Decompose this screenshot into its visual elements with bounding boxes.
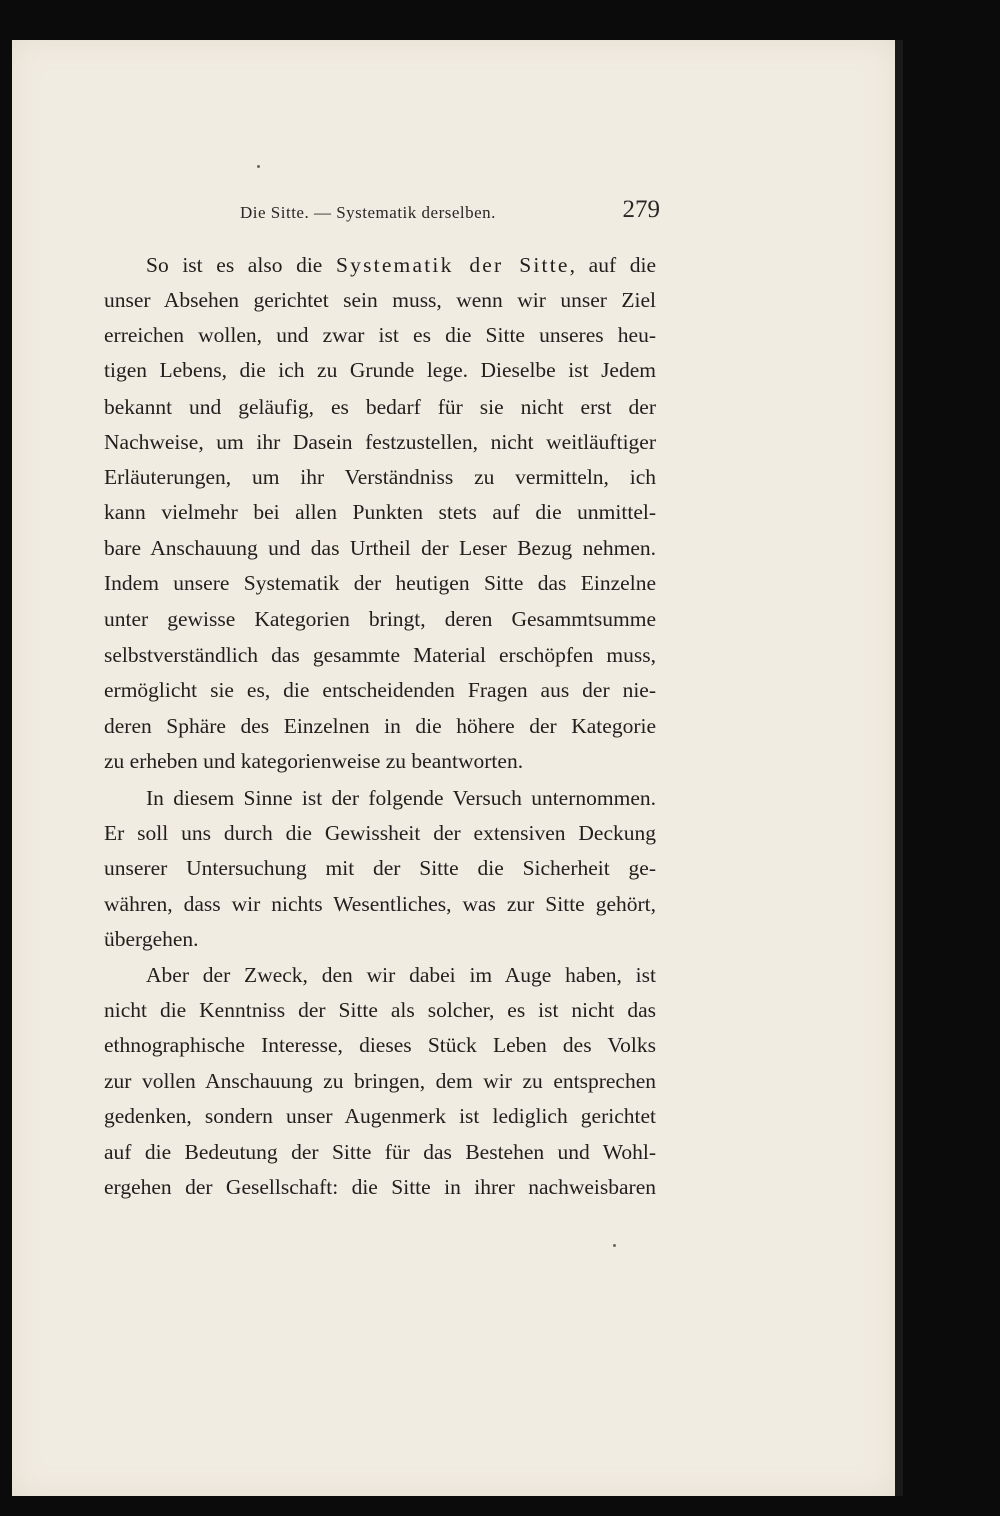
page-edge-shadow: [895, 40, 903, 1496]
paper-speck: [613, 1244, 616, 1247]
running-head: [240, 196, 660, 230]
running-head-title: Die Sitte. — Systematik derselben.: [240, 203, 496, 222]
text-line: nicht die Kenntniss der Sitte als solcher, es ist nicht das: [104, 998, 656, 1022]
text-line: tigen Lebens, die ich zu Grunde lege. Dieselbe ist Jedem: [104, 358, 656, 382]
paper-speck: [257, 165, 260, 168]
text-line: unser Absehen gerichtet sein muss, wenn wir unser Ziel: [104, 288, 656, 312]
page-number: 279: [622, 196, 660, 223]
text-line: übergehen.: [104, 927, 199, 951]
text-line: So ist es also die Systematik der Sitte, auf die: [146, 253, 656, 277]
emphasized-text: Systematik der Sitte: [335, 253, 570, 277]
text-line: währen, dass wir nichts Wesentliches, was zur Sitte gehört,: [104, 892, 656, 916]
text-line: ethnographische Interesse, dieses Stück Leben des Volks: [104, 1033, 656, 1057]
text-line: In diesem Sinne ist der folgende Versuch unternommen.: [146, 786, 656, 810]
text-line: zur vollen Anschauung zu bringen, dem wir zu entsprechen: [104, 1069, 656, 1093]
text-line: bekannt und geläufig, es bedarf für sie nicht erst der: [104, 395, 656, 419]
text-line: selbstverständlich das gesammte Material erschöpfen muss,: [104, 643, 656, 667]
text-line: unserer Untersuchung mit der Sitte die Sicherheit ge-: [104, 856, 656, 880]
text-line: ergehen der Gesellschaft: die Sitte in ihrer nachweisbaren: [104, 1175, 656, 1199]
text-line: Er soll uns durch die Gewissheit der extensiven Deckung: [104, 821, 656, 845]
text-line: ermöglicht sie es, die entscheidenden Fragen aus der nie-: [104, 678, 656, 702]
text-line: deren Sphäre des Einzelnen in die höhere der Kategorie: [104, 714, 656, 738]
text-line: Indem unsere Systematik der heutigen Sitte das Einzelne: [104, 571, 656, 595]
text-line: erreichen wollen, und zwar ist es die Sitte unseres heu-: [104, 323, 656, 347]
text-line: unter gewisse Kategorien bringt, deren Gesammtsumme: [104, 607, 656, 631]
text-line: zu erheben und kategorienweise zu beantworten.: [104, 749, 524, 773]
text-line: Aber der Zweck, den wir dabei im Auge haben, ist: [146, 963, 656, 987]
text-line: Nachweise, um ihr Dasein festzustellen, nicht weitläuftiger: [104, 430, 656, 454]
text-line: gedenken, sondern unser Augenmerk ist lediglich gerichtet: [104, 1104, 656, 1128]
text-line: bare Anschauung und das Urtheil der Leser Bezug nehmen.: [104, 536, 656, 560]
text-line: Erläuterungen, um ihr Verständniss zu vermitteln, ich: [104, 465, 656, 489]
text-line: kann vielmehr bei allen Punkten stets auf die unmittel-: [104, 500, 656, 524]
text-line: auf die Bedeutung der Sitte für das Bestehen und Wohl-: [104, 1140, 656, 1164]
